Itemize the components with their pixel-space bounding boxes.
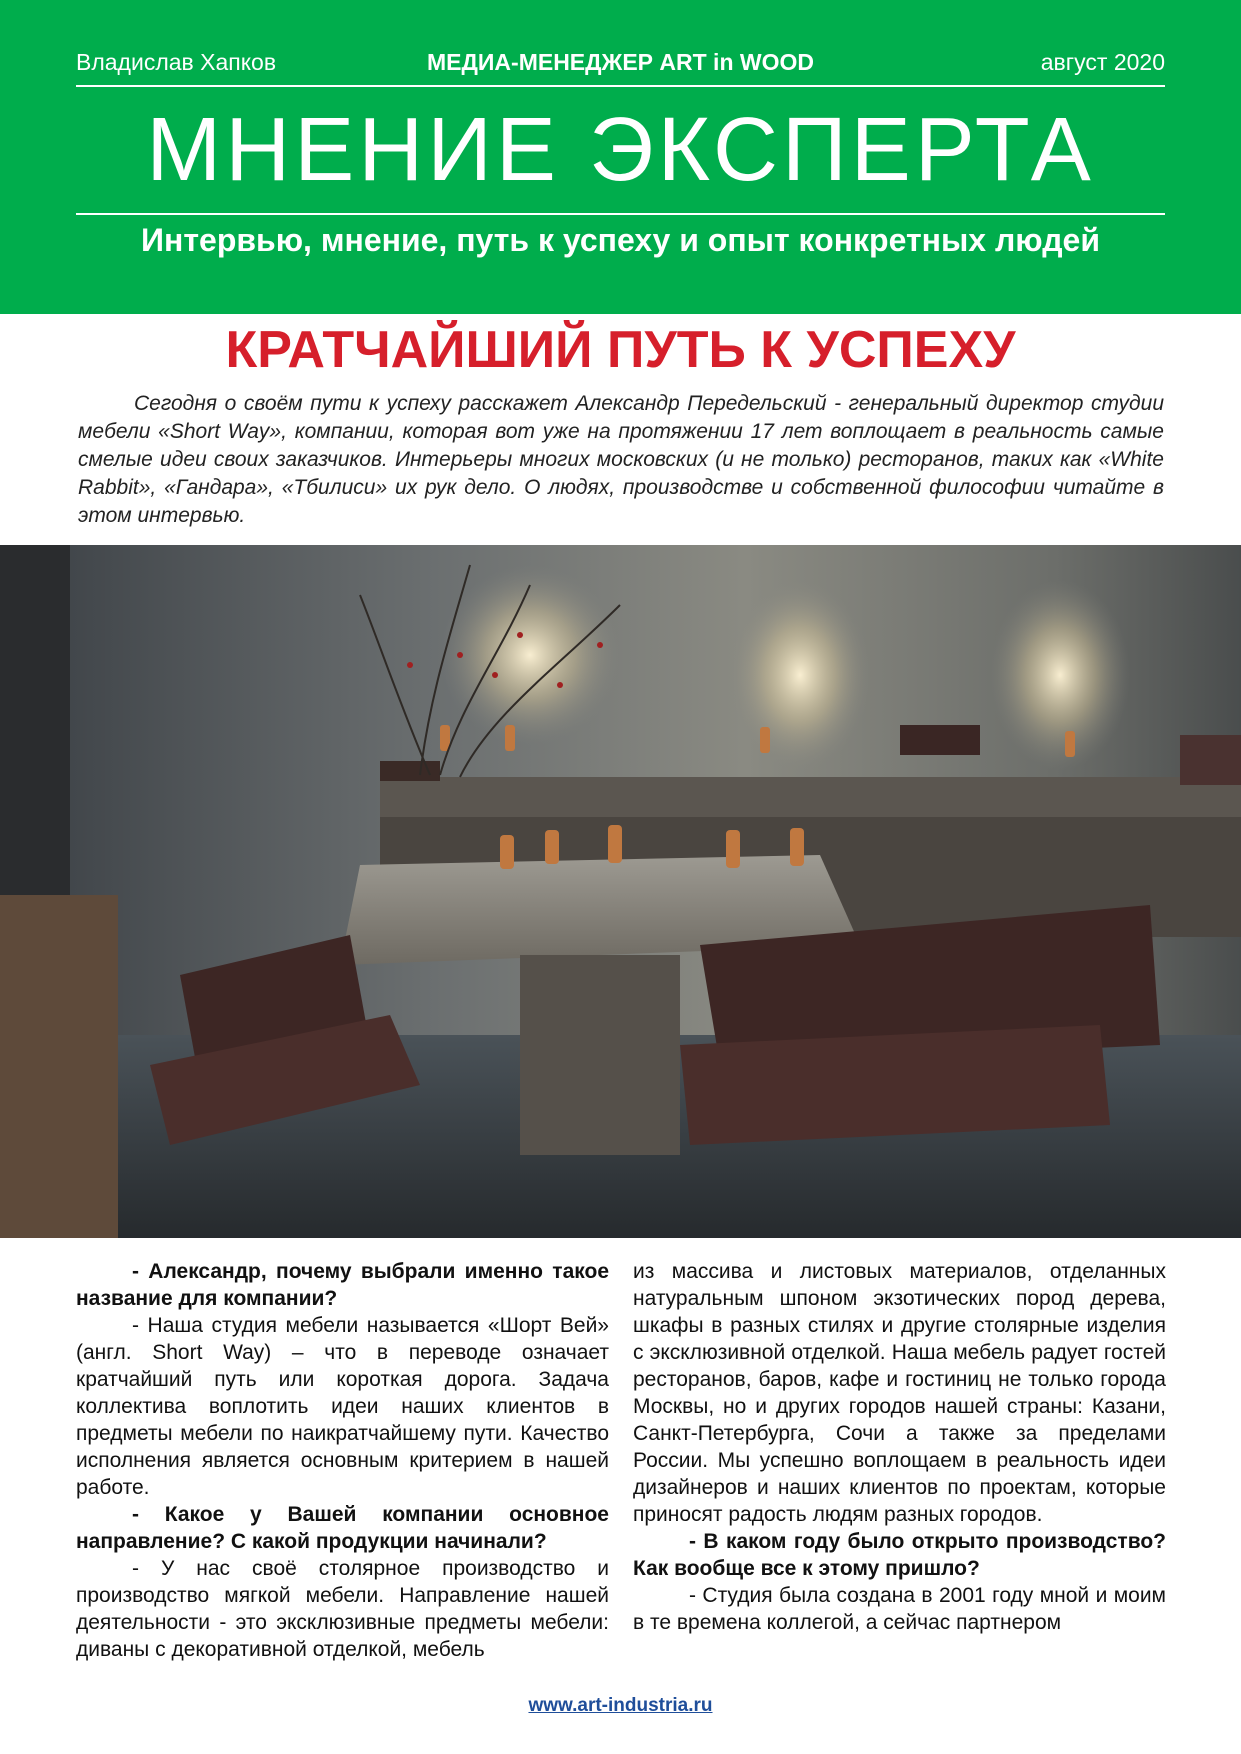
header-band — [0, 0, 1241, 314]
interview-question: - Какое у Вашей компании основное направление? С какой продукции начинали? — [76, 1503, 609, 1553]
article-lead: Сегодня о своём пути к успеху расскажет Александр Передельский - генеральный директор студии мебели «Short Way», компании, которая вот уже на протяжении 17 лет воплощает в реальность самые смелые идеи своих заказчиков. Интерьеры многих московских (и не только) ресторанов, таких как «White Rabbit», «Гандара», «Тбилиси» их рук дело. О людях, производстве и собственной философии читайте в этом интервью. — [78, 392, 1164, 527]
interview-answer: - Наша студия мебели называется «Шорт Вей» (англ. Short Way) – что в переводе означает кратчайший путь или короткая дорога. Задача коллектива воплотить идеи наших клиентов в предметы мебели по наикратчайшему пути. Качество исполнения является основным критерием в нашей работе. — [76, 1314, 609, 1499]
publication-name: МЕДИА-МЕНЕДЖЕР ART in WOOD — [427, 49, 814, 75]
interview-question: - Александр, почему выбрали именно такое название для компании? — [76, 1260, 609, 1310]
interview-question: - В каком году было открыто производство? Как вообще все к этому пришло? — [633, 1530, 1166, 1580]
section-title: МНЕНИЕ ЭКСПЕРТА — [146, 100, 1095, 200]
footer-website-link[interactable]: www.art-industria.ru — [528, 1695, 713, 1716]
interview-answer: - У нас своё столярное производство и производство мягкой мебели. Направление нашей деятельности - это эксклюзивные предметы мебели: диваны с декоративной отделкой, мебель — [76, 1557, 609, 1661]
issue-date: август 2020 — [1040, 49, 1165, 75]
header-rule-bottom — [76, 213, 1165, 215]
article-title: КРАТЧАЙШИЙ ПУТЬ К УСПЕХУ — [225, 321, 1016, 379]
article-column-left — [76, 1258, 609, 1661]
interview-answer-continued: из массива и листовых материалов, отделанных натуральным шпоном экзотических пород дерева, шкафы в разных стилях и другие столярные изделия с эксклюзивной отделкой. Наша мебель радует гостей ресторанов, баров, кафе и гостиниц не только города Москвы, но и других городов нашей страны: Казани, Санкт-Петербурга, Сочи а также за пределами России. Мы успешно воплощаем в реальность идеи дизайнеров и наших клиентов по проектам, которые приносят радость людям разных городов. — [633, 1260, 1166, 1526]
restaurant-photo — [0, 545, 1241, 1238]
header-rule-top — [76, 85, 1165, 87]
article-column-right — [633, 1258, 1166, 1638]
author-name: Владислав Хапков — [76, 49, 277, 75]
section-subtitle: Интервью, мнение, путь к успеху и опыт конкретных людей — [141, 222, 1100, 258]
interview-answer: - Студия была создана в 2001 году мной и моим в те времена коллегой, а сейчас партнером — [633, 1584, 1166, 1634]
